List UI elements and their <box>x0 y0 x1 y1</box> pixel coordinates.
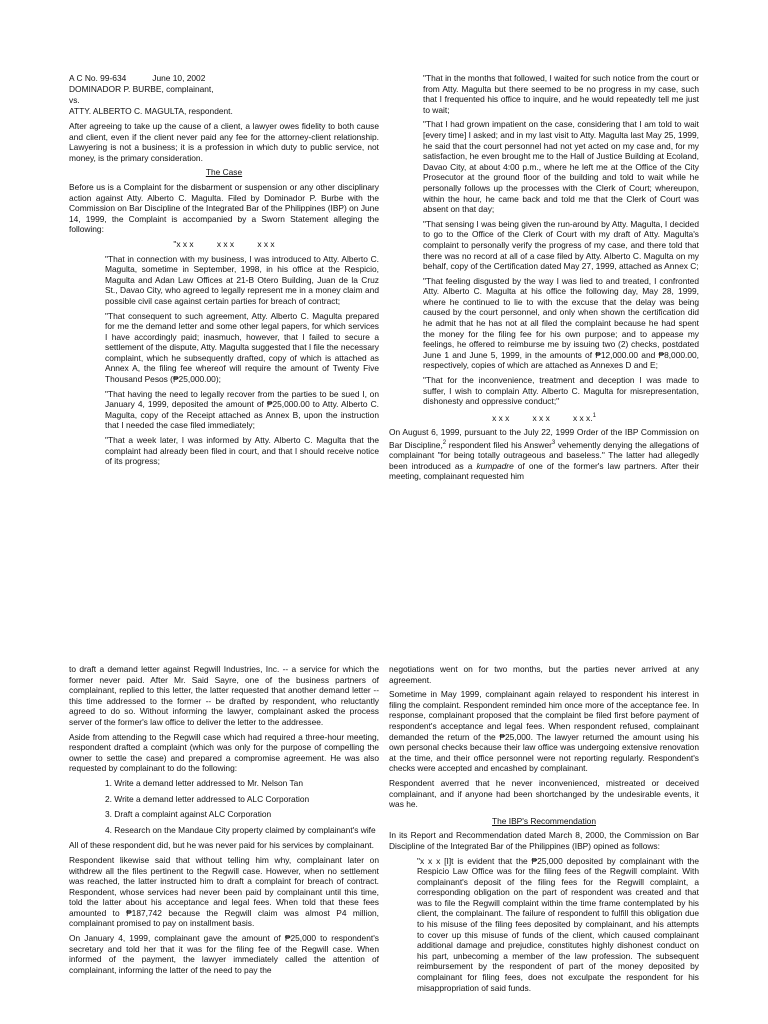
text-run: vehemently denying the allegations of complainant "for being totally outrageous and baseless." The latter had allegedly been introduced as a <box>389 439 699 471</box>
body-paragraph: On January 4, 1999, complainant gave the amount of ₱25,000 to respondent's secretary and told her that it was for the filing fee of the Regwill case. When informed of the payment, the lawyer immediately called the attention of complainant, informing the latter of the need to pay the <box>69 933 379 975</box>
versus-line: vs. <box>69 95 80 105</box>
quote-paragraph: "That having the need to legally recover from the parties to be sued I, on January 4, 1999, deposited the amount of ₱25,000.00 to Atty. Alberto C. Magulta, copy of the Receipt attached as Annex B, upon the instruction that I needed the case filed immediately; <box>105 388 379 431</box>
ac-number: A C No. 99-634 <box>69 73 127 83</box>
quote-paragraph: "That consequent to such agreement, Atty. Alberto C. Magulta prepared for me the demand letter and some other legal papers, for which services I have accordingly paid; inasmuch, however, that I failed to secure a settlement of the dispute, Atty. Magulta suggested that I file the necessary complaint, which he subsequently drafted, copy of which is attached as Annex A, the filing fee whereof will require the amount of Twenty Five Thousand Pesos (₱25,000.00); <box>105 310 379 385</box>
footnote-marker: 2 <box>442 439 447 446</box>
task-item: 2. Write a demand letter addressed to ALC Corporation <box>105 793 310 804</box>
body-paragraph: to draft a demand letter against Regwill Industries, Inc. -- a service for which the former never paid. After Mr. Said Sayre, one of the business partners of complainant, replied to this letter, the latter requested that another demand letter -- this time addressed to the former -- be drafted by respondent, who reluctantly agreed to do so. Without informing the lawyer, complainant asked the process server of the former's law office to deliver the letter to the addressee. <box>69 664 379 727</box>
text-run: of one of the former's law partners. After their meeting, complainant requested him <box>389 460 699 482</box>
body-paragraph: Aside from attending to the Regwill case which had required a three-hour meeting, respondent drafted a complaint (which was only for the purpose of compelling the owner to settle the case) and prepared a compromise agreement. He was also requested by complainant to do the following: <box>69 731 379 774</box>
quote-paragraph: "That sensing I was being given the run-around by Atty. Magulta, I decided to go to the Office of the Clerk of Court with my draft of Atty. Magulta's complaint to personally verify the progress of my case, and there told that there was no record at all of a case filed by Atty. Alberto C. Magulta on my behalf, copy of the Certification dated May 27, 1999, attached as Annex C; <box>423 218 699 272</box>
case-header <box>69 73 379 117</box>
body-paragraph: Sometime in May 1999, complainant again relayed to respondent his interest in filing the complaint. Respondent reminded him once more of the acceptance fee. In response, complainant proposed that the complaint be filed first before payment of respondent's acceptance and legal fees. When respondent refused, complainant demanded the return of the ₱25,000. The lawyer returned the amount using his own personal checks because their law office was undergoing extensive renovation at the time, and their office personnel were not reporting regularly. Respondent's checks were accepted and encashed by complainant. <box>389 689 699 774</box>
ibp-intro-paragraph: In its Report and Recommendation dated March 8, 2000, the Commission on Bar Discipline of the Integrated Bar of the Philippines (IBP) opined as follows: <box>389 830 699 851</box>
body-paragraph: All of these respondent did, but he was never paid for his services by complainant. <box>69 840 374 851</box>
italic-term: kumpadre <box>476 460 514 471</box>
august-paragraph <box>389 427 699 482</box>
section-title-the-case: The Case <box>205 167 243 178</box>
quote-paragraph: "That feeling disgusted by the way I was lied to and treated, I confronted Atty. Alberto C. Magulta at his office the following day, May 28, 1999, where he continued to lie to with the excuse that the delay was being caused by the court personnel, and only when shown the certification did he admit that he has not at all filed the complaint because he had spent the money for the filing fee for his own purpose; and to appease my feelings, he offered to reimburse me by issuing two (2) checks, postdated June 1 and June 5, 1999, in the amounts of ₱12,000.00 and ₱8,000.00, respectively, copies of which are attached as Annexes D and E; <box>423 275 699 371</box>
case-intro-paragraph: Before us is a Complaint for the disbarment or suspension or any other disciplinary action against Atty. Alberto C. Magulta. Filed by Dominador P. Burbe with the Commission on Bar Discipline of the Integrated Bar of the Philippines (IBP) on June 14, 1999, the Complaint is accompanied by a Sworn Statement alleging the following: <box>69 181 379 235</box>
xxx-separator <box>389 411 699 423</box>
xxx-text: x x x x x x x x x. <box>492 412 593 423</box>
xxx-separator: "x x x x x x x x x <box>173 238 275 249</box>
decision-date: June 10, 2002 <box>152 73 206 83</box>
respondent-line: ATTY. ALBERTO C. MAGULTA, respondent. <box>69 106 233 116</box>
page2-left-column <box>69 664 379 979</box>
task-item: 4. Research on the Mandaue City property claimed by complainant's wife <box>105 824 376 835</box>
quote-paragraph: "That in the months that followed, I waited for such notice from the court or from Atty. Magulta but there seemed to be no progress in my case, such that I frequented his office to inquire, and he would repeatedly tell me just to wait; <box>423 73 699 115</box>
quote-paragraph: "That a week later, I was informed by Atty. Alberto C. Magulta that the complaint had already been filed in court, and that I should receive notice of its progress; <box>105 435 379 467</box>
quote-paragraph: "That I had grown impatient on the case, considering that I am told to wait [every time] I asked; and in my last visit to Atty. Magulta last May 25, 1999, he said that the court personnel had not yet acted on my case and, for my satisfaction, he even brought me to the Hall of Justice Building at Ecoland, Davao City, at about 4:00 p.m., where he left me at the Office of the City Prosecutor at the ground floor of the building and told to wait while he personally follows up the processes with the Clerk of Court; whereupon, within the hour, he came back and told me that the Clerk of Court was absent on that day; <box>423 119 699 215</box>
page1-left-column <box>69 73 379 471</box>
quote-paragraph: "That for the inconvenience, treatment and deception I was made to suffer, I wish to complain Atty. Alberto C. Magulta for misrepresentation, dishonesty and oppressive conduct;" <box>423 375 699 407</box>
task-item: 3. Draft a complaint against ALC Corporation <box>105 809 272 820</box>
section-title-ibp-recommendation: The IBP's Recommendation <box>491 815 596 826</box>
footnote-marker: 3 <box>551 439 556 446</box>
body-paragraph: Respondent averred that he never inconvenienced, mistreated or deceived complainant, and if anyone had been shortchanged by the undesirable events, it was he. <box>389 777 699 810</box>
footnote-marker: 1 <box>592 412 596 419</box>
text-run: respondent filed his Answer <box>446 439 552 450</box>
ibp-quote-paragraph: "x x x [I]t is evident that the ₱25,000 deposited by complainant with the Respicio Law Office was for the filing fees of the Regwill complaint. With complainant's deposit of the filing fees for the Regwill complaint, a corresponding obligation on the part of respondent was created and that was to file the Regwill complaint within the time frame contemplated by his client, the complainant. The failure of respondent to fulfill this obligation due to his misuse of the filing fees deposited by complainant, and his attempts to cover up this misuse of funds of the client, which caused complainant additional damage and prejudice, constitutes highly dishonest conduct on his part, unbecoming a member of the law profession. The subsequent reimbursement by the respondent of part of the money deposited by complainant for filing fees, does not exculpate the respondent for his misappropriation of said funds. <box>417 855 699 993</box>
complainant-line: DOMINADOR P. BURBE, complainant, <box>69 84 214 94</box>
task-item: 1. Write a demand letter addressed to Mr. Nelson Tan <box>105 777 303 788</box>
text-run: On August 6, 1999, pursuant to the July 22, 1999 Order of the IBP Commission on Bar Discipline, <box>389 427 699 450</box>
page1-right-column <box>389 73 699 486</box>
task-list <box>105 778 379 835</box>
body-paragraph: negotiations went on for two months, but the parties never arrived at any agreement. <box>389 664 699 685</box>
page2-right-column <box>389 664 699 997</box>
quote-paragraph: "That in connection with my business, I was introduced to Atty. Alberto C. Magulta, sometime in September, 1998, in his office at the Respicio, Magulta and Adan Law Offices at 21-B Otero Building, Juan de la Cruz St., Davao City, who agreed to legally represent me in a money claim and possible civil case against certain parties for breach of contract; <box>105 253 379 306</box>
syllabus-paragraph: After agreeing to take up the cause of a client, a lawyer owes fidelity to both cause and client, even if the client never paid any fee for the attorney-client relationship. Lawyering is not a business; it is a profession in which duty to public service, not money, is the primary consideration. <box>69 121 379 163</box>
body-paragraph: Respondent likewise said that without telling him why, complainant later on withdrew all the files pertinent to the Regwill case. However, when no settlement was reached, the latter instructed him to draft a complaint for breach of contract. Respondent, whose services had never been paid by complainant until this time, told the latter about his acceptance and legal fees. When told that these fees amounted to ₱187,742 because the Regwill claim was almost P4 million, complainant promised to pay on installment basis. <box>69 854 379 929</box>
